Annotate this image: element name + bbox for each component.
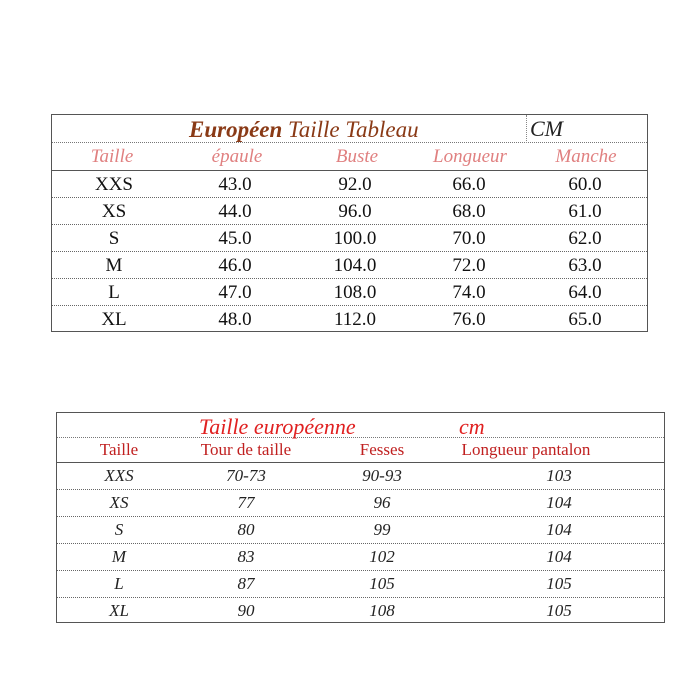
cell-size: S xyxy=(114,520,124,539)
cell-waist: 90 xyxy=(237,601,255,620)
title-divider xyxy=(526,115,527,143)
cell-bust: 112.0 xyxy=(333,309,377,330)
table-row xyxy=(57,490,664,517)
table-row xyxy=(52,171,647,198)
cell-hips: 90-93 xyxy=(362,466,402,485)
table-row xyxy=(57,463,664,490)
header-bust: Buste xyxy=(335,146,379,167)
header-hips: Fesses xyxy=(359,440,405,459)
cell-size: XXS xyxy=(104,466,134,485)
header-shoulder: épaule xyxy=(211,146,263,167)
cell-pants-length: 105 xyxy=(546,601,572,620)
cell-waist: 87 xyxy=(237,574,255,593)
cell-shoulder: 47.0 xyxy=(218,282,252,303)
header-size: Taille xyxy=(90,146,134,167)
cell-shoulder: 44.0 xyxy=(218,201,252,222)
header-pants-length: Longueur pantalon xyxy=(461,440,591,459)
cell-pants-length: 104 xyxy=(546,493,572,512)
cell-length: 72.0 xyxy=(452,255,486,276)
cell-pants-length: 103 xyxy=(546,466,572,485)
cell-sleeve: 63.0 xyxy=(568,255,602,276)
cell-size: M xyxy=(111,547,127,566)
table-row xyxy=(52,252,647,279)
cell-hips: 108 xyxy=(369,601,395,620)
cell-size: XL xyxy=(109,601,129,620)
cell-size: M xyxy=(105,255,123,276)
cell-bust: 104.0 xyxy=(333,255,377,276)
cell-bust: 92.0 xyxy=(338,174,372,195)
cell-waist: 70-73 xyxy=(226,466,266,485)
table-row xyxy=(52,306,647,333)
table-row xyxy=(57,571,664,598)
size-table-european xyxy=(51,114,648,332)
cell-waist: 80 xyxy=(237,520,255,539)
cell-pants-length: 104 xyxy=(546,547,572,566)
cell-bust: 96.0 xyxy=(338,201,372,222)
cell-waist: 77 xyxy=(237,493,255,512)
cell-sleeve: 62.0 xyxy=(568,228,602,249)
table-row xyxy=(57,544,664,571)
header-sleeve: Manche xyxy=(555,146,617,167)
table-header-row xyxy=(57,438,664,463)
table-title-row xyxy=(57,413,664,438)
table-title: Européen Taille Tableau xyxy=(189,117,419,142)
cell-hips: 102 xyxy=(369,547,395,566)
cell-shoulder: 48.0 xyxy=(218,309,252,330)
header-size: Taille xyxy=(99,440,139,459)
size-table-european-pants xyxy=(56,412,665,623)
cell-shoulder: 43.0 xyxy=(218,174,252,195)
cell-pants-length: 105 xyxy=(546,574,572,593)
table-row xyxy=(57,517,664,544)
cell-size: XXS xyxy=(94,174,134,195)
cell-length: 76.0 xyxy=(452,309,486,330)
table-row xyxy=(52,198,647,225)
table-row xyxy=(52,279,647,306)
table-header-row xyxy=(52,143,647,171)
cell-size: L xyxy=(114,574,124,593)
cell-sleeve: 61.0 xyxy=(568,201,602,222)
cell-sleeve: 64.0 xyxy=(568,282,602,303)
cell-hips: 105 xyxy=(369,574,395,593)
cell-hips: 96 xyxy=(373,493,391,512)
header-length: Longueur xyxy=(433,146,507,167)
cell-size: XS xyxy=(101,201,127,222)
cell-pants-length: 104 xyxy=(546,520,572,539)
table-row xyxy=(52,225,647,252)
cell-size: L xyxy=(108,282,120,303)
cell-shoulder: 45.0 xyxy=(218,228,252,249)
cell-bust: 100.0 xyxy=(333,228,377,249)
cell-bust: 108.0 xyxy=(333,282,377,303)
cell-hips: 99 xyxy=(373,520,391,539)
cell-shoulder: 46.0 xyxy=(218,255,252,276)
table-unit: CM xyxy=(530,116,563,141)
cell-size: XS xyxy=(109,493,129,512)
table-unit: cm xyxy=(459,414,485,439)
cell-size: S xyxy=(108,228,120,249)
cell-size: XL xyxy=(101,309,127,330)
cell-length: 70.0 xyxy=(452,228,486,249)
table-title: Taille européenne xyxy=(199,414,356,439)
cell-sleeve: 60.0 xyxy=(568,174,602,195)
cell-sleeve: 65.0 xyxy=(568,309,602,330)
table-row xyxy=(57,598,664,625)
cell-waist: 83 xyxy=(237,547,255,566)
cell-length: 66.0 xyxy=(452,174,486,195)
cell-length: 74.0 xyxy=(452,282,486,303)
cell-length: 68.0 xyxy=(452,201,486,222)
table-title-row xyxy=(52,115,647,143)
header-waist: Tour de taille xyxy=(200,440,292,459)
